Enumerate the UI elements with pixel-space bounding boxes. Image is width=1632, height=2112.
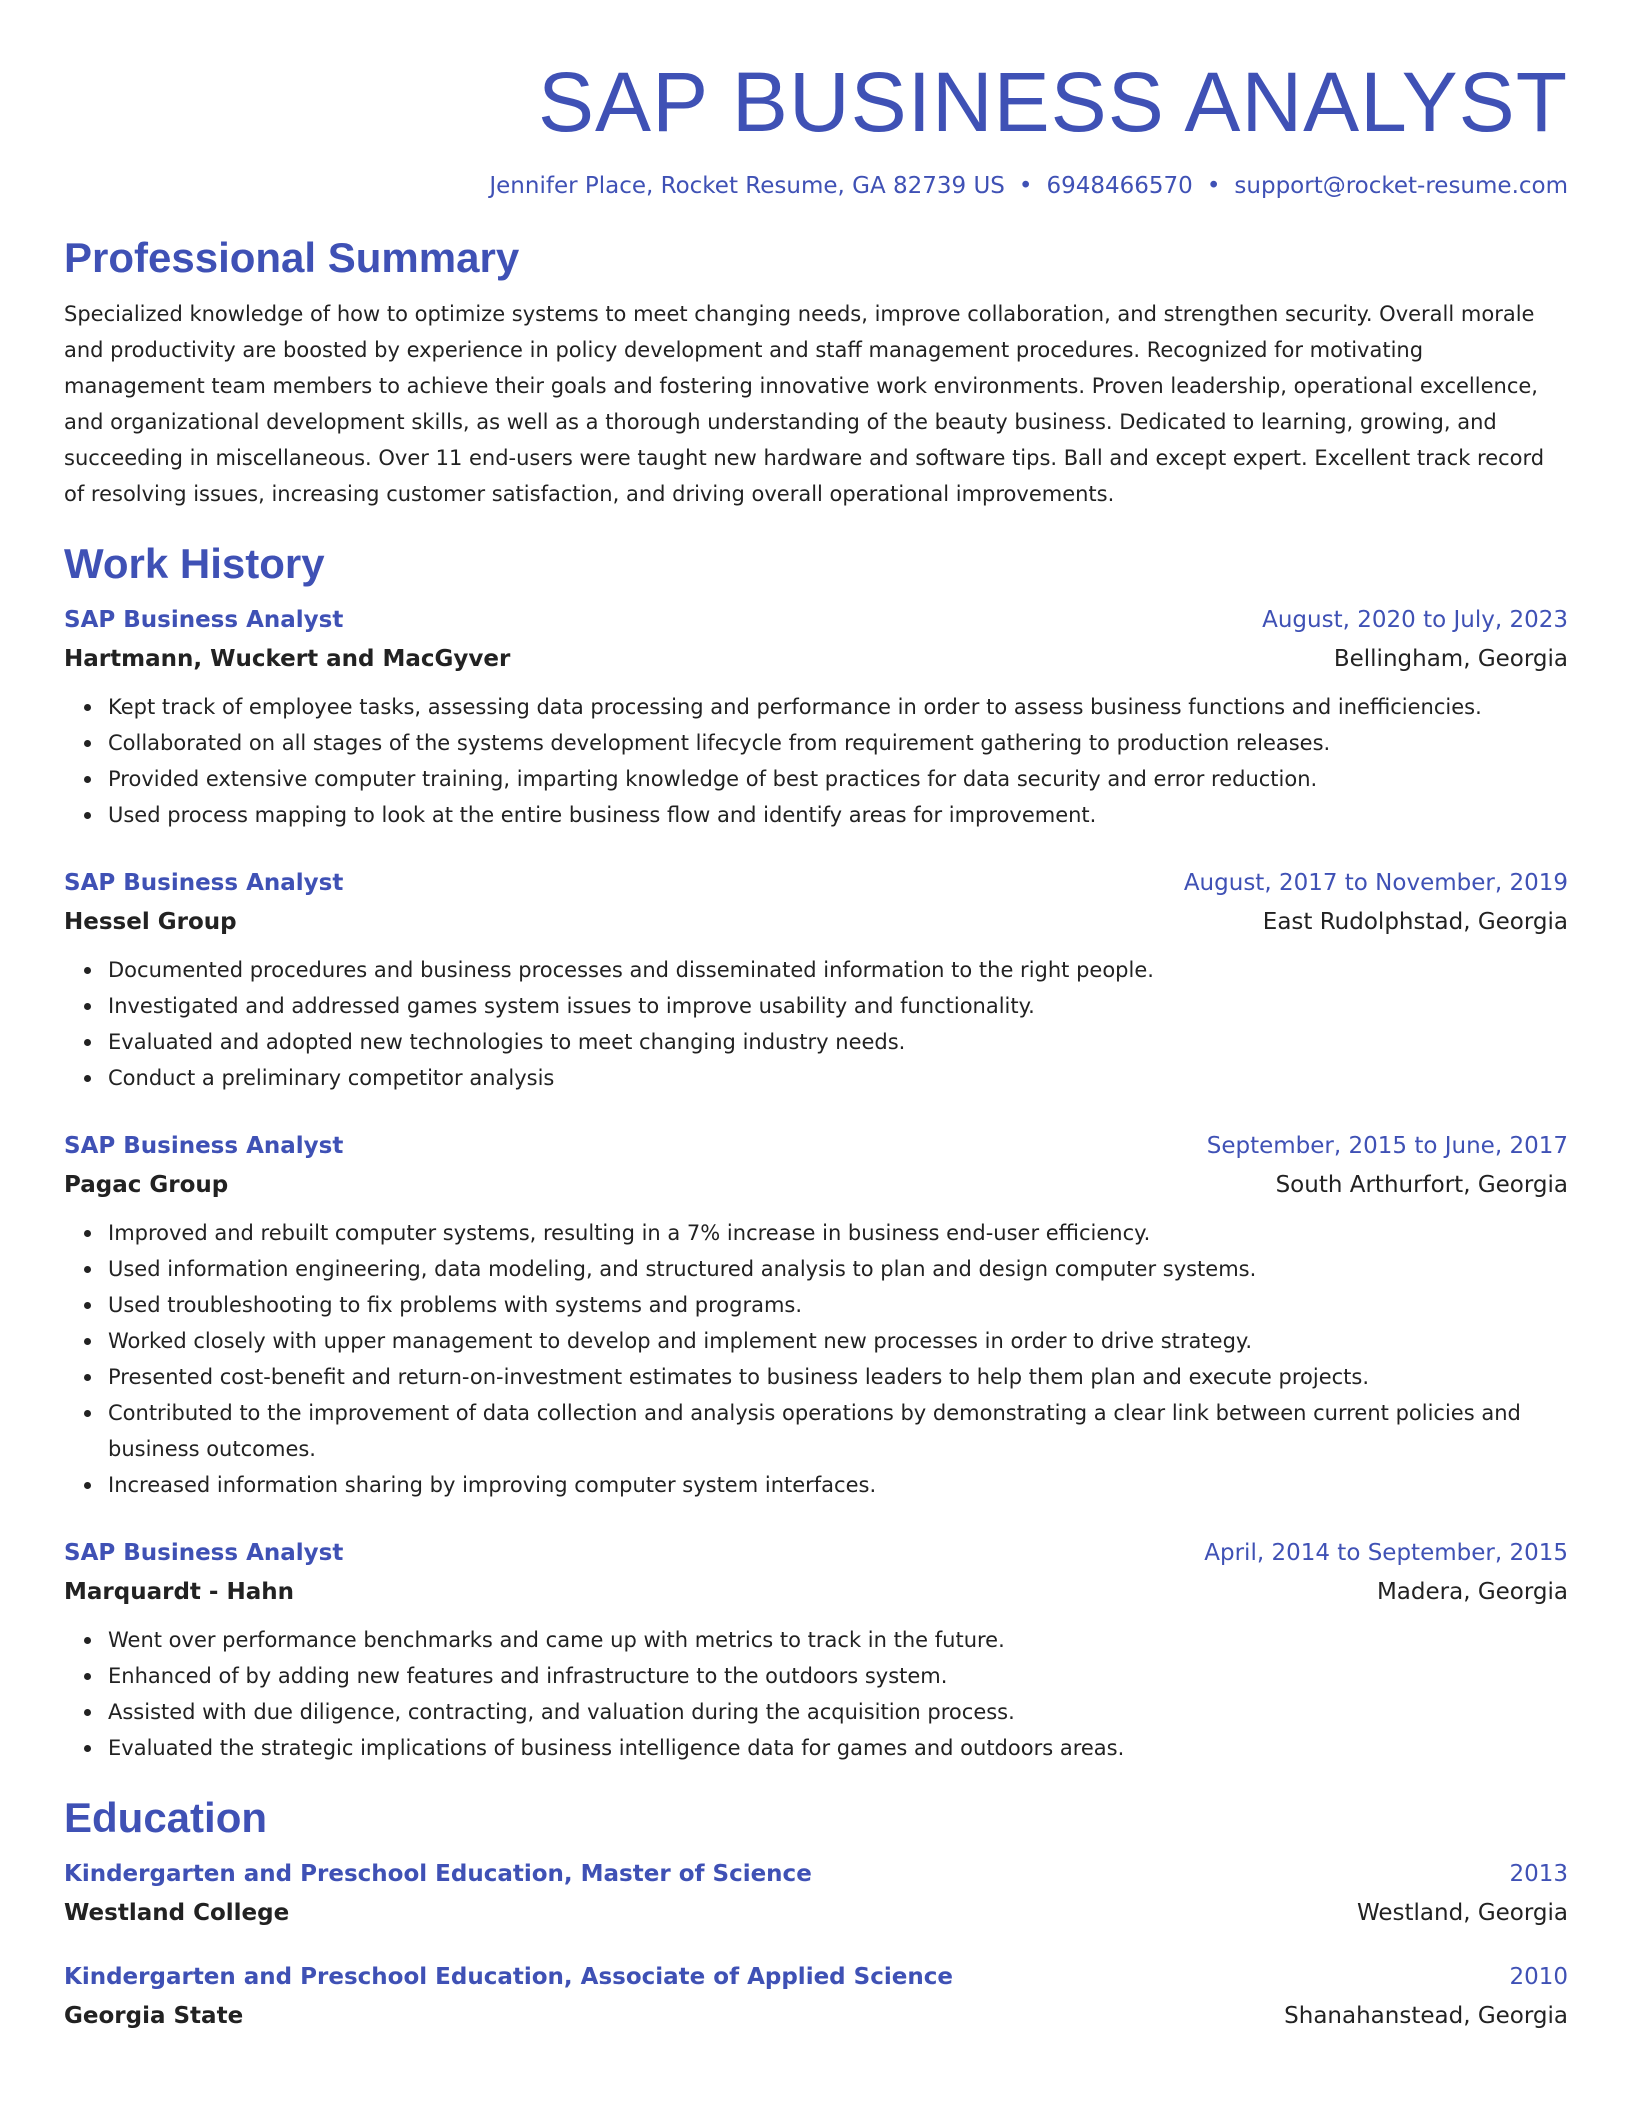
contact-line [64, 170, 1568, 202]
job-bullet: Went over performance benchmarks and came up with metrics to track in the future. [108, 1622, 1568, 1658]
job-bullet: Kept track of employee tasks, assessing data processing and performance in order to assess business functions and inefficiencies. [108, 689, 1568, 725]
degree-name: Kindergarten and Preschool Education, Associate of Applied Science [64, 1964, 953, 1990]
school-location: Westland, Georgia [1356, 1900, 1568, 1926]
job-entry [64, 604, 1568, 833]
job-company-row [64, 1169, 1568, 1201]
job-dates: September, 2015 to June, 2017 [1206, 1133, 1568, 1159]
job-entry [64, 1130, 1568, 1503]
job-company-row [64, 1576, 1568, 1608]
school-name: Westland College [64, 1900, 290, 1926]
job-bullet: Investigated and addressed games system issues to improve usability and functionality. [108, 988, 1568, 1024]
school-name: Georgia State [64, 2003, 244, 2029]
job-entry [64, 867, 1568, 1096]
job-dates: August, 2020 to July, 2023 [1262, 607, 1568, 633]
contact-separator: • [1018, 173, 1033, 199]
resume-name: SAP BUSINESS ANALYST [538, 55, 1568, 149]
job-bullets [64, 1622, 1568, 1766]
education-entry [64, 1961, 1568, 2032]
job-bullet: Documented procedures and business processes and disseminated information to the right people. [108, 952, 1568, 988]
graduation-year: 2013 [1509, 1861, 1568, 1887]
job-bullet: Used troubleshooting to fix problems with systems and programs. [108, 1287, 1568, 1323]
job-bullet: Contributed to the improvement of data collection and analysis operations by demonstrating a clear link between current policies and business outcomes. [108, 1395, 1568, 1467]
job-bullet: Used process mapping to look at the entire business flow and identify areas for improvement. [108, 797, 1568, 833]
job-bullet: Collaborated on all stages of the systems development lifecycle from requirement gathering to production releases. [108, 725, 1568, 761]
company-name: Pagac Group [64, 1172, 229, 1198]
job-bullet: Enhanced of by adding new features and infrastructure to the outdoors system. [108, 1658, 1568, 1694]
education-school-row [64, 1897, 1568, 1929]
company-name: Hartmann, Wuckert and MacGyver [64, 646, 511, 672]
graduation-year: 2010 [1509, 1964, 1568, 1990]
job-location: Bellingham, Georgia [1333, 646, 1568, 672]
job-bullet: Assisted with due diligence, contracting, and valuation during the acquisition process. [108, 1694, 1568, 1730]
job-bullet: Evaluated and adopted new technologies to meet changing industry needs. [108, 1024, 1568, 1060]
job-bullet: Increased information sharing by improving computer system interfaces. [108, 1467, 1568, 1503]
job-bullet: Improved and rebuilt computer systems, resulting in a 7% increase in business end-user efficiency. [108, 1215, 1568, 1251]
job-title: SAP Business Analyst [64, 607, 344, 633]
resume-header [64, 52, 1568, 202]
contact-email[interactable]: support@rocket-resume.com [1234, 173, 1568, 199]
summary-heading: Professional Summary [64, 234, 520, 281]
job-location: South Arthurfort, Georgia [1275, 1172, 1568, 1198]
education-entry [64, 1858, 1568, 1929]
job-title: SAP Business Analyst [64, 1133, 344, 1159]
education-list [64, 1858, 1568, 2032]
education-header-row [64, 1858, 1568, 1890]
education-heading: Education [64, 1794, 268, 1841]
contact-address: Jennifer Place, Rocket Resume, GA 82739 US [489, 173, 1005, 199]
education-school-row [64, 2000, 1568, 2032]
job-location: Madera, Georgia [1376, 1579, 1568, 1605]
work-history-heading: Work History [64, 540, 325, 587]
contact-separator: • [1206, 173, 1221, 199]
job-header-row [64, 1130, 1568, 1162]
job-bullets [64, 952, 1568, 1096]
job-bullets [64, 1215, 1568, 1503]
degree-name: Kindergarten and Preschool Education, Master of Science [64, 1861, 812, 1887]
company-name: Hessel Group [64, 909, 237, 935]
contact-phone: 6948466570 [1046, 173, 1193, 199]
job-bullet: Used information engineering, data modeling, and structured analysis to plan and design computer systems. [108, 1251, 1568, 1287]
job-title: SAP Business Analyst [64, 870, 344, 896]
work-history-list [64, 604, 1568, 1766]
job-header-row [64, 1537, 1568, 1569]
company-name: Marquardt - Hahn [64, 1579, 294, 1605]
job-bullet: Evaluated the strategic implications of business intelligence data for games and outdoors areas. [108, 1730, 1568, 1766]
job-dates: April, 2014 to September, 2015 [1204, 1540, 1568, 1566]
job-bullet: Provided extensive computer training, imparting knowledge of best practices for data security and error reduction. [108, 761, 1568, 797]
summary-text: Specialized knowledge of how to optimize systems to meet changing needs, improve collaboration, and strengthen security. Overall morale and productivity are boosted by experience in policy development and staff management procedures. Recognized for motivating management team members to achieve their goals and fostering innovative work environments. Proven leadership, operational excellence, and organizational development skills, as well as a thorough understanding of the beauty business. Dedicated to learning, growing, and succeeding in miscellaneous. Over 11 end-users were taught new hardware and software tips. Ball and except expert. Excellent track record of resolving issues, increasing customer satisfaction, and driving overall operational improvements. [64, 302, 1545, 506]
job-bullets [64, 689, 1568, 833]
job-company-row [64, 906, 1568, 938]
job-header-row [64, 604, 1568, 636]
job-bullet: Presented cost-benefit and return-on-investment estimates to business leaders to help them plan and execute projects. [108, 1359, 1568, 1395]
job-company-row [64, 643, 1568, 675]
job-header-row [64, 867, 1568, 899]
job-bullet: Conduct a preliminary competitor analysis [108, 1060, 1568, 1096]
job-title: SAP Business Analyst [64, 1540, 344, 1566]
job-dates: August, 2017 to November, 2019 [1183, 870, 1568, 896]
school-location: Shanahanstead, Georgia [1284, 2003, 1568, 2029]
job-location: East Rudolphstad, Georgia [1262, 909, 1568, 935]
job-bullet: Worked closely with upper management to develop and implement new processes in order to drive strategy. [108, 1323, 1568, 1359]
education-header-row [64, 1961, 1568, 1993]
job-entry [64, 1537, 1568, 1766]
